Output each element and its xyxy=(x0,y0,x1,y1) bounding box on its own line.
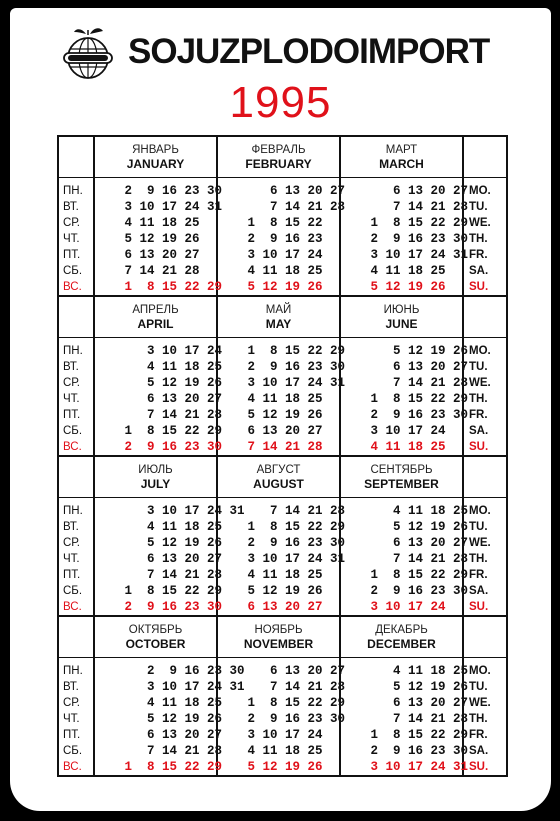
week-day-row: 2 9 16 23 30 xyxy=(117,664,245,678)
month-name-ru: МАЙ xyxy=(265,304,292,316)
day-name-en: WE. xyxy=(469,377,491,389)
week-day-row: 2 9 16 23 30 xyxy=(363,584,469,598)
week-day-row: 1 8 15 22 29 xyxy=(117,584,223,598)
week-day-row: 5 12 19 26 xyxy=(240,760,323,774)
week-day-row: 5 12 19 26 xyxy=(363,680,469,694)
week-day-row: 3 10 17 24 31 xyxy=(117,680,245,694)
day-name-en: TU. xyxy=(469,681,488,693)
week-day-row: 1 8 15 22 29 xyxy=(240,344,346,358)
month-block xyxy=(94,456,245,616)
month-name-ru: ИЮЛЬ xyxy=(138,464,173,476)
day-name-en: FR. xyxy=(469,729,488,741)
day-name-ru: ЧТ. xyxy=(63,553,80,565)
year-title: 1995 xyxy=(229,78,332,127)
week-day-row: 5 12 19 26 xyxy=(363,344,469,358)
day-name-en: FR. xyxy=(469,569,488,581)
week-day-row: 4 11 18 25 xyxy=(363,440,446,454)
week-day-row: 1 8 15 22 29 xyxy=(363,568,469,582)
week-day-row: 6 13 20 27 xyxy=(117,728,223,742)
day-name-ru: СР. xyxy=(63,217,80,229)
month-name-ru: СЕНТЯБРЬ xyxy=(370,464,433,476)
brand-name: SOJUZPLODOIMPORT xyxy=(128,32,490,71)
en-day-names-column xyxy=(463,296,507,456)
month-name-ru: МАРТ xyxy=(385,144,418,156)
week-day-row: 2 9 16 23 30 xyxy=(117,600,223,614)
week-day-row: 3 10 17 24 xyxy=(240,728,323,742)
month-name-ru: АВГУСТ xyxy=(256,464,301,476)
week-day-row: 2 9 16 23 30 xyxy=(363,232,469,246)
week-day-row: 4 11 18 25 xyxy=(240,568,323,582)
quarter-row xyxy=(58,616,507,776)
week-day-row: 4 11 18 25 xyxy=(363,664,469,678)
day-name-ru: СБ. xyxy=(63,585,83,597)
day-name-ru: ВТ. xyxy=(63,201,79,213)
week-day-row: 1 8 15 22 29 xyxy=(363,728,469,742)
day-name-en: TU. xyxy=(469,521,488,533)
month-name-en: MARCH xyxy=(379,157,424,171)
day-name-en: TH. xyxy=(469,233,488,245)
day-name-ru: СР. xyxy=(63,537,80,549)
week-day-row: 4 11 18 25 xyxy=(117,520,223,534)
month-name-en: DECEMBER xyxy=(367,637,436,651)
week-day-row: 4 11 18 25 xyxy=(363,264,446,278)
day-name-ru: ВТ. xyxy=(63,361,79,373)
day-name-ru: СБ. xyxy=(63,265,83,277)
week-day-row: 4 11 18 25 xyxy=(117,360,223,374)
ru-day-names-column xyxy=(58,296,94,456)
day-name-ru: ПН. xyxy=(63,665,83,677)
day-name-ru: ПТ. xyxy=(63,569,81,581)
month-name-ru: ЯНВАРЬ xyxy=(132,144,179,156)
day-name-ru: ВТ. xyxy=(63,681,79,693)
week-day-row: 6 13 20 27 xyxy=(240,184,346,198)
week-day-row: 4 11 18 25 xyxy=(117,216,200,230)
day-name-en: SU. xyxy=(469,761,489,773)
week-day-row: 4 11 18 25 xyxy=(240,264,323,278)
week-day-row: 3 10 17 24 xyxy=(363,424,446,438)
day-name-en: TU. xyxy=(469,361,488,373)
week-day-row: 7 14 21 28 xyxy=(240,680,346,694)
week-day-row: 3 10 17 24 xyxy=(240,248,323,262)
day-name-ru: ВС. xyxy=(63,441,82,453)
day-name-ru: СР. xyxy=(63,377,80,389)
day-name-en: MO. xyxy=(469,505,491,517)
week-day-row: 5 12 19 26 xyxy=(240,584,323,598)
day-name-ru: ВС. xyxy=(63,281,82,293)
week-day-row: 2 9 16 23 30 xyxy=(240,360,346,374)
week-day-row: 5 12 19 26 xyxy=(240,408,323,422)
week-day-row: 1 8 15 22 xyxy=(240,216,323,230)
week-day-row: 6 13 20 27 xyxy=(363,360,469,374)
quarter-row xyxy=(58,136,507,296)
week-day-row: 5 12 19 26 xyxy=(117,232,200,246)
ru-day-names-column xyxy=(58,616,94,776)
month-name-ru: ИЮНЬ xyxy=(383,304,420,316)
week-day-row: 5 12 19 26 xyxy=(117,376,223,390)
week-day-row: 3 10 17 24 xyxy=(117,344,223,358)
day-name-en: SA. xyxy=(469,265,489,277)
week-day-row: 4 11 18 25 xyxy=(363,504,469,518)
week-day-row: 6 13 20 27 xyxy=(363,184,469,198)
month-block xyxy=(94,296,223,456)
day-name-en: SU. xyxy=(469,441,489,453)
week-day-row: 3 10 17 24 31 xyxy=(240,376,346,390)
day-name-en: SU. xyxy=(469,601,489,613)
month-name-en: OCTOBER xyxy=(125,637,186,651)
day-name-ru: СБ. xyxy=(63,745,83,757)
month-block xyxy=(340,616,469,776)
week-day-row: 7 14 21 28 xyxy=(363,712,469,726)
day-name-en: TH. xyxy=(469,393,488,405)
month-block xyxy=(217,616,346,776)
week-day-row: 6 13 20 27 xyxy=(117,552,223,566)
month-name-ru: АПРЕЛЬ xyxy=(132,304,179,316)
ru-day-names-column xyxy=(58,456,94,616)
week-day-row: 3 10 17 24 31 xyxy=(117,200,223,214)
month-name-en: APRIL xyxy=(137,317,174,331)
day-name-ru: СБ. xyxy=(63,425,83,437)
calendar-card xyxy=(10,8,551,811)
week-day-row: 3 10 17 24 31 xyxy=(117,504,245,518)
week-day-row: 2 9 16 23 30 xyxy=(363,408,469,422)
month-block xyxy=(94,616,245,776)
day-name-en: SA. xyxy=(469,425,489,437)
week-day-row: 5 12 19 26 xyxy=(117,712,223,726)
day-name-en: FR. xyxy=(469,409,488,421)
week-day-row: 2 9 16 23 30 xyxy=(117,440,223,454)
day-name-ru: СР. xyxy=(63,697,80,709)
week-day-row: 7 14 21 28 xyxy=(363,200,469,214)
month-name-en: SEPTEMBER xyxy=(364,477,439,491)
day-name-en: TU. xyxy=(469,201,488,213)
en-day-names-column xyxy=(463,456,507,616)
week-day-row: 6 13 20 27 xyxy=(363,696,469,710)
month-block xyxy=(217,296,346,456)
day-name-en: TH. xyxy=(469,553,488,565)
week-day-row: 1 8 15 22 29 xyxy=(117,424,223,438)
day-name-ru: ПН. xyxy=(63,345,83,357)
month-block xyxy=(217,136,346,296)
week-day-row: 4 11 18 25 xyxy=(117,696,223,710)
month-name-en: JUNE xyxy=(385,317,418,331)
week-day-row: 2 9 16 23 30 xyxy=(240,536,346,550)
quarter-row xyxy=(58,296,507,456)
globe-logo-icon xyxy=(62,22,122,82)
week-day-row: 3 10 17 24 xyxy=(363,600,446,614)
week-day-row: 3 10 17 24 31 xyxy=(363,248,469,262)
week-day-row: 7 14 21 28 xyxy=(117,568,223,582)
week-day-row: 1 8 15 22 29 xyxy=(117,760,223,774)
quarter-row xyxy=(58,456,507,616)
week-day-row: 7 14 21 28 xyxy=(363,552,469,566)
day-name-en: WE. xyxy=(469,537,491,549)
day-name-en: WE. xyxy=(469,217,491,229)
week-day-row: 6 13 20 27 xyxy=(363,536,469,550)
year-calendar-grid xyxy=(57,135,508,777)
week-day-row: 7 14 21 28 xyxy=(240,504,346,518)
day-name-en: MO. xyxy=(469,345,491,357)
day-name-en: MO. xyxy=(469,185,491,197)
week-day-row: 2 9 16 23 30 xyxy=(363,744,469,758)
month-name-en: NOVEMBER xyxy=(243,637,314,651)
month-name-en: MAY xyxy=(265,317,292,331)
day-name-en: SA. xyxy=(469,745,489,757)
month-block xyxy=(340,136,469,296)
week-day-row: 7 14 21 28 xyxy=(363,376,469,390)
day-name-ru: ВС. xyxy=(63,761,82,773)
month-block xyxy=(217,456,346,616)
en-day-names-column xyxy=(463,616,507,776)
week-day-row: 5 12 19 26 xyxy=(117,536,223,550)
week-day-row: 3 10 17 24 31 xyxy=(240,552,346,566)
day-name-ru: ПТ. xyxy=(63,729,81,741)
week-day-row: 2 9 16 23 30 xyxy=(240,712,346,726)
day-name-ru: ПН. xyxy=(63,185,83,197)
month-name-ru: НОЯБРЬ xyxy=(254,624,303,636)
day-name-ru: ПТ. xyxy=(63,409,81,421)
week-day-row: 5 12 19 26 xyxy=(363,520,469,534)
day-name-ru: ЧТ. xyxy=(63,233,80,245)
week-day-row: 6 13 20 27 xyxy=(240,600,323,614)
week-day-row: 6 13 20 27 xyxy=(117,248,200,262)
week-day-row: 6 13 20 27 xyxy=(117,392,223,406)
week-day-row: 3 10 17 24 31 xyxy=(363,760,469,774)
week-day-row: 4 11 18 25 xyxy=(240,392,323,406)
day-name-ru: ВС. xyxy=(63,601,82,613)
month-name-ru: ФЕВРАЛЬ xyxy=(251,144,306,156)
month-block xyxy=(94,136,223,296)
day-name-en: WE. xyxy=(469,697,491,709)
day-name-ru: ПТ. xyxy=(63,249,81,261)
en-day-names-column xyxy=(463,136,507,296)
week-day-row: 5 12 19 26 xyxy=(240,280,323,294)
week-day-row: 5 12 19 26 xyxy=(363,280,446,294)
week-day-row: 4 11 18 25 xyxy=(240,744,323,758)
day-name-ru: ВТ. xyxy=(63,521,79,533)
week-day-row: 6 13 20 27 xyxy=(240,424,323,438)
day-name-en: FR. xyxy=(469,249,488,261)
month-name-en: FEBRUARY xyxy=(245,157,312,171)
day-name-en: MO. xyxy=(469,665,491,677)
month-name-en: AUGUST xyxy=(253,477,304,491)
day-name-ru: ЧТ. xyxy=(63,393,80,405)
week-day-row: 2 9 16 23 30 xyxy=(117,184,223,198)
week-day-row: 7 14 21 28 xyxy=(117,744,223,758)
day-name-ru: ПН. xyxy=(63,505,83,517)
week-day-row: 1 8 15 22 29 xyxy=(363,392,469,406)
month-block xyxy=(340,296,469,456)
week-day-row: 6 13 20 27 xyxy=(240,664,346,678)
month-block xyxy=(340,456,469,616)
month-name-en: JULY xyxy=(140,477,171,491)
day-name-en: TH. xyxy=(469,713,488,725)
day-name-en: SU. xyxy=(469,281,489,293)
week-day-row: 1 8 15 22 29 xyxy=(240,696,346,710)
week-day-row: 2 9 16 23 xyxy=(240,232,323,246)
week-day-row: 1 8 15 22 29 xyxy=(363,216,469,230)
week-day-row: 1 8 15 22 29 xyxy=(240,520,346,534)
week-day-row: 7 14 21 28 xyxy=(240,440,323,454)
week-day-row: 1 8 15 22 29 xyxy=(117,280,223,294)
day-name-en: SA. xyxy=(469,585,489,597)
day-name-ru: ЧТ. xyxy=(63,713,80,725)
month-name-ru: ОКТЯБРЬ xyxy=(128,624,183,636)
month-name-ru: ДЕКАБРЬ xyxy=(375,624,428,636)
week-day-row: 7 14 21 28 xyxy=(117,408,223,422)
ru-day-names-column xyxy=(58,136,94,296)
week-day-row: 7 14 21 28 xyxy=(240,200,346,214)
month-name-en: JANUARY xyxy=(126,157,185,171)
week-day-row: 7 14 21 28 xyxy=(117,264,200,278)
